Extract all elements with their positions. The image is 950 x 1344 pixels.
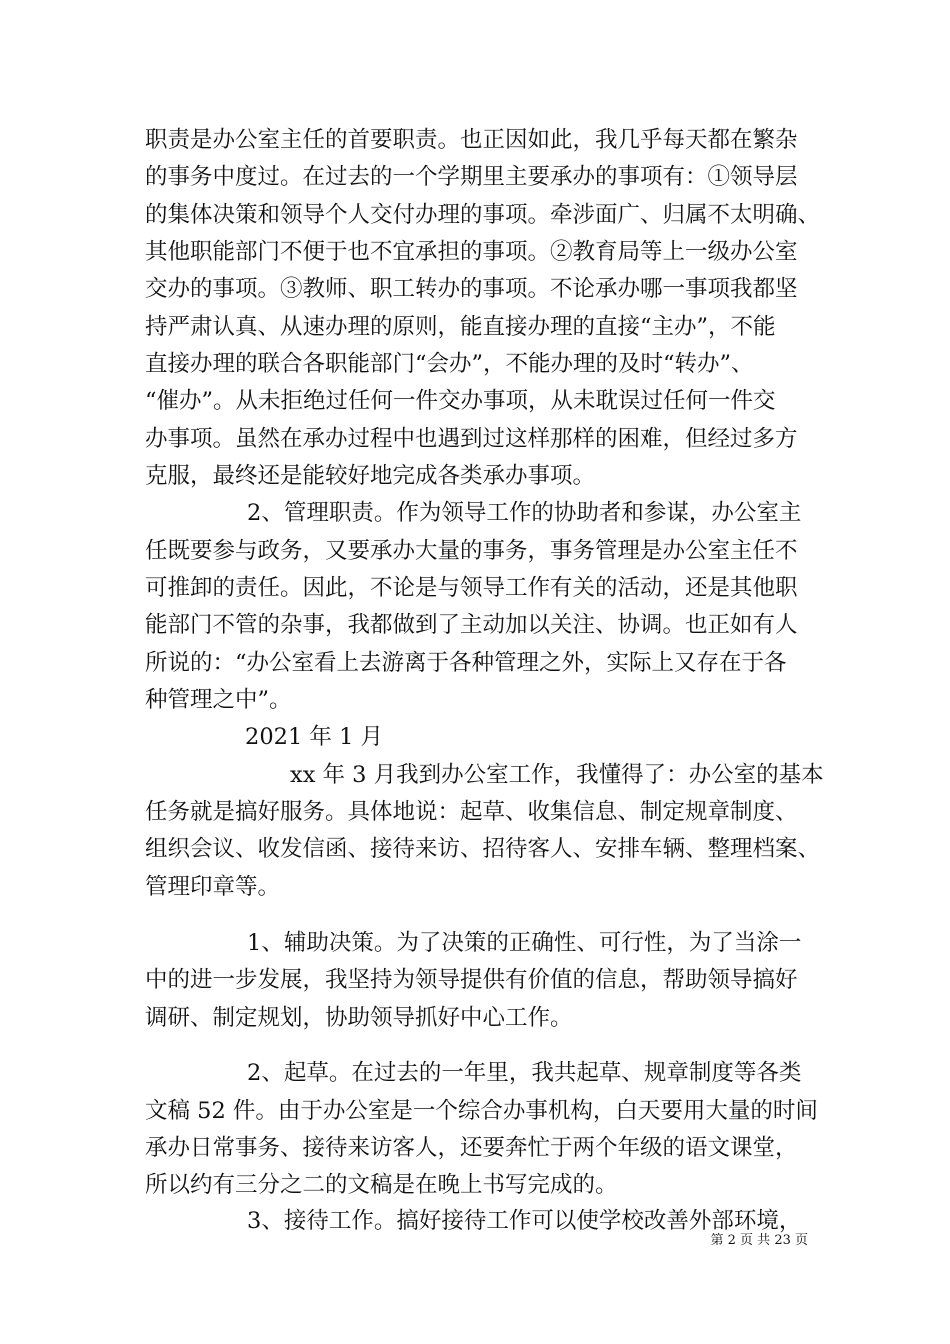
text-line: xx 年 3 月我到办公室工作，我懂得了：办公室的基本 xyxy=(290,762,824,788)
text-line: 2、管理职责。作为领导工作的协助者和参谋，办公室主 xyxy=(247,500,802,526)
text-line: 交办的事项。③教师、职工转办的事项。不论承办哪一事项我都坚 xyxy=(145,276,798,302)
text-line: 组织会议、收发信函、接待来访、招待客人、安排车辆、整理档案、 xyxy=(145,836,821,862)
text-line: 直接办理的联合各职能部门“会办”，不能办理的及时“转办”、 xyxy=(145,351,754,377)
text-line: 的集体决策和领导个人交付办理的事项。牵涉面广、归属不太明确、 xyxy=(145,202,821,228)
text-line: 持严肃认真、从速办理的原则，能直接办理的直接“主办”，不能 xyxy=(145,314,776,340)
text-line: 职责是办公室主任的首要职责。也正因如此，我几乎每天都在繁杂 xyxy=(145,127,798,153)
date-line: 2021 年 1 月 xyxy=(245,724,384,750)
text-line: 可推卸的责任。因此，不论是与领导工作有关的活动，还是其他职 xyxy=(145,575,798,601)
text-line: 任既要参与政务，又要承办大量的事务，事务管理是办公室主任不 xyxy=(145,538,798,564)
text-line: “催办”。从未拒绝过任何一件交办事项，从未耽误过任何一件交 xyxy=(145,388,776,414)
text-line: 能部门不管的杂事，我都做到了主动加以关注、协调。也正如有人 xyxy=(145,612,798,638)
text-line: 中的进一步发展，我坚持为领导提供有价值的信息，帮助领导搞好 xyxy=(145,967,798,993)
text-line: 任务就是搞好服务。具体地说：起草、收集信息、制定规章制度、 xyxy=(145,799,798,825)
text-line: 克服，最终还是能较好地完成各类承办事项。 xyxy=(145,463,596,489)
text-line: 文稿 52 件。由于办公室是一个综合办事机构，白天要用大量的时间 xyxy=(145,1098,818,1124)
text-line: 办事项。虽然在承办过程中也遇到过这样那样的困难，但经过多方 xyxy=(145,426,798,452)
text-line: 管理印章等。 xyxy=(145,874,281,900)
page-number: 第 2 页 共 23 页 xyxy=(710,1233,808,1248)
text-line: 1、辅助决策。为了决策的正确性、可行性，为了当涂一 xyxy=(247,930,802,956)
text-line: 承办日常事务、接待来访客人，还要奔忙于两个年级的语文课堂， xyxy=(145,1135,798,1161)
text-line: 所以约有三分之二的文稿是在晚上书写完成的。 xyxy=(145,1172,618,1198)
text-line: 调研、制定规划，协助领导抓好中心工作。 xyxy=(145,1005,573,1031)
text-line: 3、接待工作。搞好接待工作可以使学校改善外部环境， xyxy=(247,1208,802,1234)
text-line: 所说的：“办公室看上去游离于各种管理之外，实际上又存在于各 xyxy=(145,650,787,676)
text-line: 种管理之中”。 xyxy=(145,687,292,713)
text-line: 2、起草。在过去的一年里，我共起草、规章制度等各类 xyxy=(247,1060,802,1086)
text-line: 其他职能部门不便于也不宜承担的事项。②教育局等上一级办公室 xyxy=(145,239,798,265)
text-line: 的事务中度过。在过去的一个学期里主要承办的事项有：①领导层 xyxy=(145,164,798,190)
